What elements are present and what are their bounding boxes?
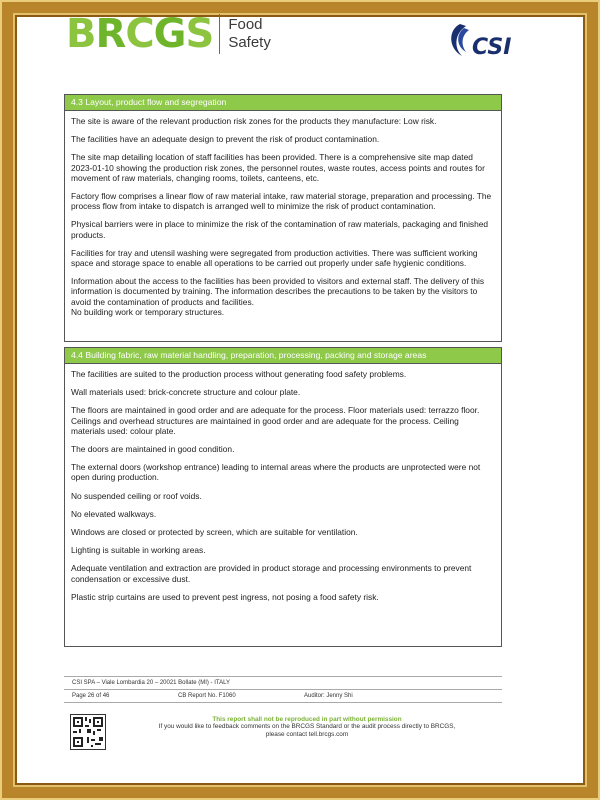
brcgs-sub-safety: Safety	[228, 34, 271, 51]
brcgs-subtitle	[228, 16, 271, 52]
paragraph: No elevated walkways.	[71, 508, 157, 519]
paragraph: The facilities are suited to the production process without generating food safety problems.	[71, 369, 407, 379]
paragraph: The doors are maintained in good condition.	[71, 444, 235, 455]
paragraph: The external doors (workshop entrance) leading to internal areas where the products are unprotected were not open during production.	[71, 462, 481, 483]
brcgs-sub-food: Food	[228, 16, 263, 33]
footer-page-number: Page 26 of 46	[72, 693, 110, 699]
paragraph: The site is aware of the relevant production risk zones for the products they manufacture: Low risk.	[71, 116, 437, 126]
paragraph: The facilities have an adequate design to prevent the risk of product contamination.	[71, 134, 380, 145]
qr-code-icon	[70, 714, 106, 750]
paragraph: Windows are closed or protected by screen, which are suitable for ventilation.	[71, 527, 358, 538]
paragraph: The site map detailing location of staff facilities has been provided. There is a comprehensive site map dated 2023-01-10 showing the production risk zones, the personnel routes, waste routes, access points and routes for movement of raw materials, changing rooms, toilets, canteens, etc.	[71, 152, 485, 183]
section-4-3-title: 4.3 Layout, product flow and segregation	[65, 95, 501, 111]
page-footer	[64, 676, 502, 703]
footer-auditor: Auditor: Jenny Shi	[304, 693, 353, 699]
paragraph: Facilities for tray and utensil washing were segregated from production activities. There was sufficient working space and storage space to enable all operations to be carried out properly under safe hygienic conditions.	[71, 247, 478, 269]
footer-notice	[114, 716, 500, 739]
footer-address: CSI SPA – Viale Lombardia 20 – 20021 Bollate (MI) - ITALY	[72, 680, 230, 686]
section-4-4	[64, 347, 502, 647]
notice-feedback-line1: If you would like to feedback comments on the BRCGS Standard or the audit process directly to BRCGS,	[158, 723, 456, 730]
paragraph: Lighting is suitable in working areas.	[71, 545, 206, 556]
section-4-4-title: 4.4 Building fabric, raw material handling, preparation, processing, packing and storage areas	[65, 348, 501, 364]
footer-info-row	[64, 689, 502, 703]
csi-logo	[442, 18, 528, 62]
brcgs-separator	[219, 14, 220, 54]
section-4-3-body	[65, 111, 501, 317]
section-4-3	[64, 94, 502, 342]
brcgs-wordmark: BRCGS	[66, 11, 214, 57]
brcgs-logo	[66, 11, 271, 57]
notice-feedback-line2: please contact tell.brcgs.com	[265, 731, 349, 738]
csi-wordmark: CSI	[472, 35, 512, 60]
notice-reproduction: This report shall not be reproduced in part without permission	[212, 716, 402, 723]
paragraph: Adequate ventilation and extraction are provided in product storage and processing environments to prevent condensation or excessive dust.	[71, 563, 472, 584]
paragraph: Information about the access to the facilities has been provided to visitors and external staff. The delivery of this information is documented by training. The information describes the precautions to be taken by the visitors to avoid the contamination of products and facilities. No building work or temporary structures.	[71, 276, 485, 317]
paragraph: The floors are maintained in good order and are adequate for the process. Floor materials used: terrazzo floor. Ceilings and overhead structures are maintained in good order and are adequate for the process. Ceiling materials used: colour plate.	[71, 405, 480, 436]
section-4-4-body	[65, 364, 501, 602]
paragraph: Factory flow comprises a linear flow of raw material intake, raw material storage, preparation and processing. The process flow from intake to dispatch is arranged well to minimize the risk of product contamination.	[71, 191, 492, 212]
paragraph: No suspended ceiling or roof voids.	[71, 490, 202, 501]
paragraph: Wall materials used: brick-concrete structure and colour plate.	[71, 387, 301, 398]
paragraph: Physical barriers were in place to minimize the risk of the contamination of raw materials, packaging and finished products.	[71, 219, 489, 240]
footer-cb-report: CB Report No. F1060	[178, 693, 236, 699]
paragraph: Plastic strip curtains are used to prevent pest ingress, not posing a food safety risk.	[71, 591, 379, 602]
